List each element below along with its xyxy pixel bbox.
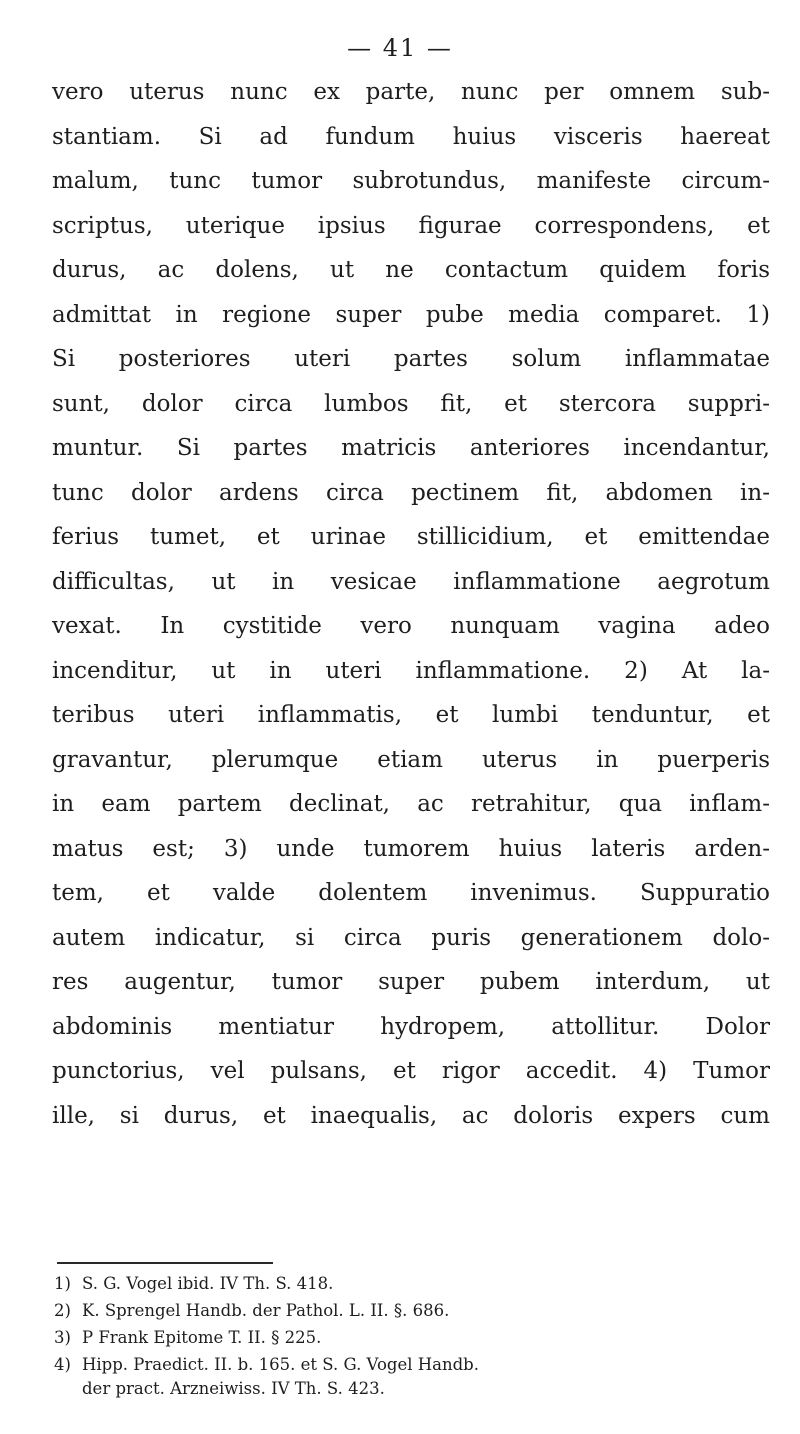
body-line: in eam partem declinat, ac retrahitur, qua inflam- (52, 791, 770, 817)
footnote (54, 1270, 770, 1297)
body-line: gravantur, plerumque etiam uterus in puerperis (52, 746, 770, 773)
body-line: teribus uteri inflammatis, et lumbi tenduntur, et (52, 702, 770, 728)
body-line: incenditur, ut in uteri inflammatione. 2) At la- (52, 657, 770, 684)
footnote-divider (57, 1262, 273, 1264)
body-line: autem indicatur, si circa puris generationem dolo- (52, 924, 770, 951)
body-line: difficultas, ut in vesicae inflammatione aegrotum (52, 568, 770, 595)
body-line: muntur. Si partes matricis anteriores incendantur, (52, 435, 770, 461)
body-line: tem, et valde dolentem invenimus. Suppuratio (52, 880, 770, 906)
footnote-number: 2) (54, 1301, 71, 1320)
footnote-text: P Frank Epitome T. II. § 225. (82, 1328, 322, 1347)
body-line: vero uterus nunc ex parte, nunc per omnem sub- (52, 79, 770, 105)
body-line: Si posteriores uteri partes solum inflammatae (52, 346, 770, 372)
footnote (54, 1351, 770, 1378)
body-line: stantiam. Si ad fundum huius visceris haereat (52, 123, 770, 150)
footnotes (54, 1270, 770, 1400)
footnote-text: Hipp. Praedict. II. b. 165. et S. G. Vogel Handb. (82, 1355, 479, 1374)
footnote-number: 1) (54, 1274, 71, 1293)
body-line: vexat. In cystitide vero nunquam vagina adeo (52, 613, 770, 639)
body-line: durus, ac dolens, ut ne contactum quidem foris (52, 257, 770, 283)
body-line: ferius tumet, et urinae stillicidium, et emittendae (52, 524, 770, 550)
footnote-continuation: der pract. Arzneiwiss. IV Th. S. 423. (82, 1379, 385, 1398)
body-line: malum, tunc tumor subrotundus, manifeste circum- (52, 168, 770, 194)
page-number: — 41 — (347, 34, 453, 62)
body-line: matus est; 3) unde tumorem huius lateris arden- (52, 835, 770, 862)
body-line: sunt, dolor circa lumbos fit, et stercora suppri- (52, 390, 770, 417)
footnote-text: K. Sprengel Handb. der Pathol. L. II. §. 686. (82, 1301, 450, 1320)
body-line: tunc dolor ardens circa pectinem fit, abdomen in- (52, 479, 770, 506)
footnote-number: 4) (54, 1355, 71, 1374)
body-text (52, 70, 770, 1138)
body-line: abdominis mentiatur hydropem, attollitur. Dolor (52, 1013, 770, 1040)
footnote-text: S. G. Vogel ibid. IV Th. S. 418. (82, 1274, 334, 1293)
body-line: res augentur, tumor super pubem interdum, ut (52, 969, 770, 995)
footnote-number: 3) (54, 1328, 71, 1347)
footnote (54, 1324, 770, 1351)
body-line: admittat in regione super pube media comparet. 1) (52, 301, 770, 328)
body-line: ille, si durus, et inaequalis, ac doloris expers cum (52, 1102, 770, 1129)
body-line: scriptus, uterique ipsius figurae correspondens, et (52, 212, 770, 239)
body-line: punctorius, vel pulsans, et rigor accedit. 4) Tumor (52, 1058, 770, 1084)
footnote (54, 1297, 770, 1324)
